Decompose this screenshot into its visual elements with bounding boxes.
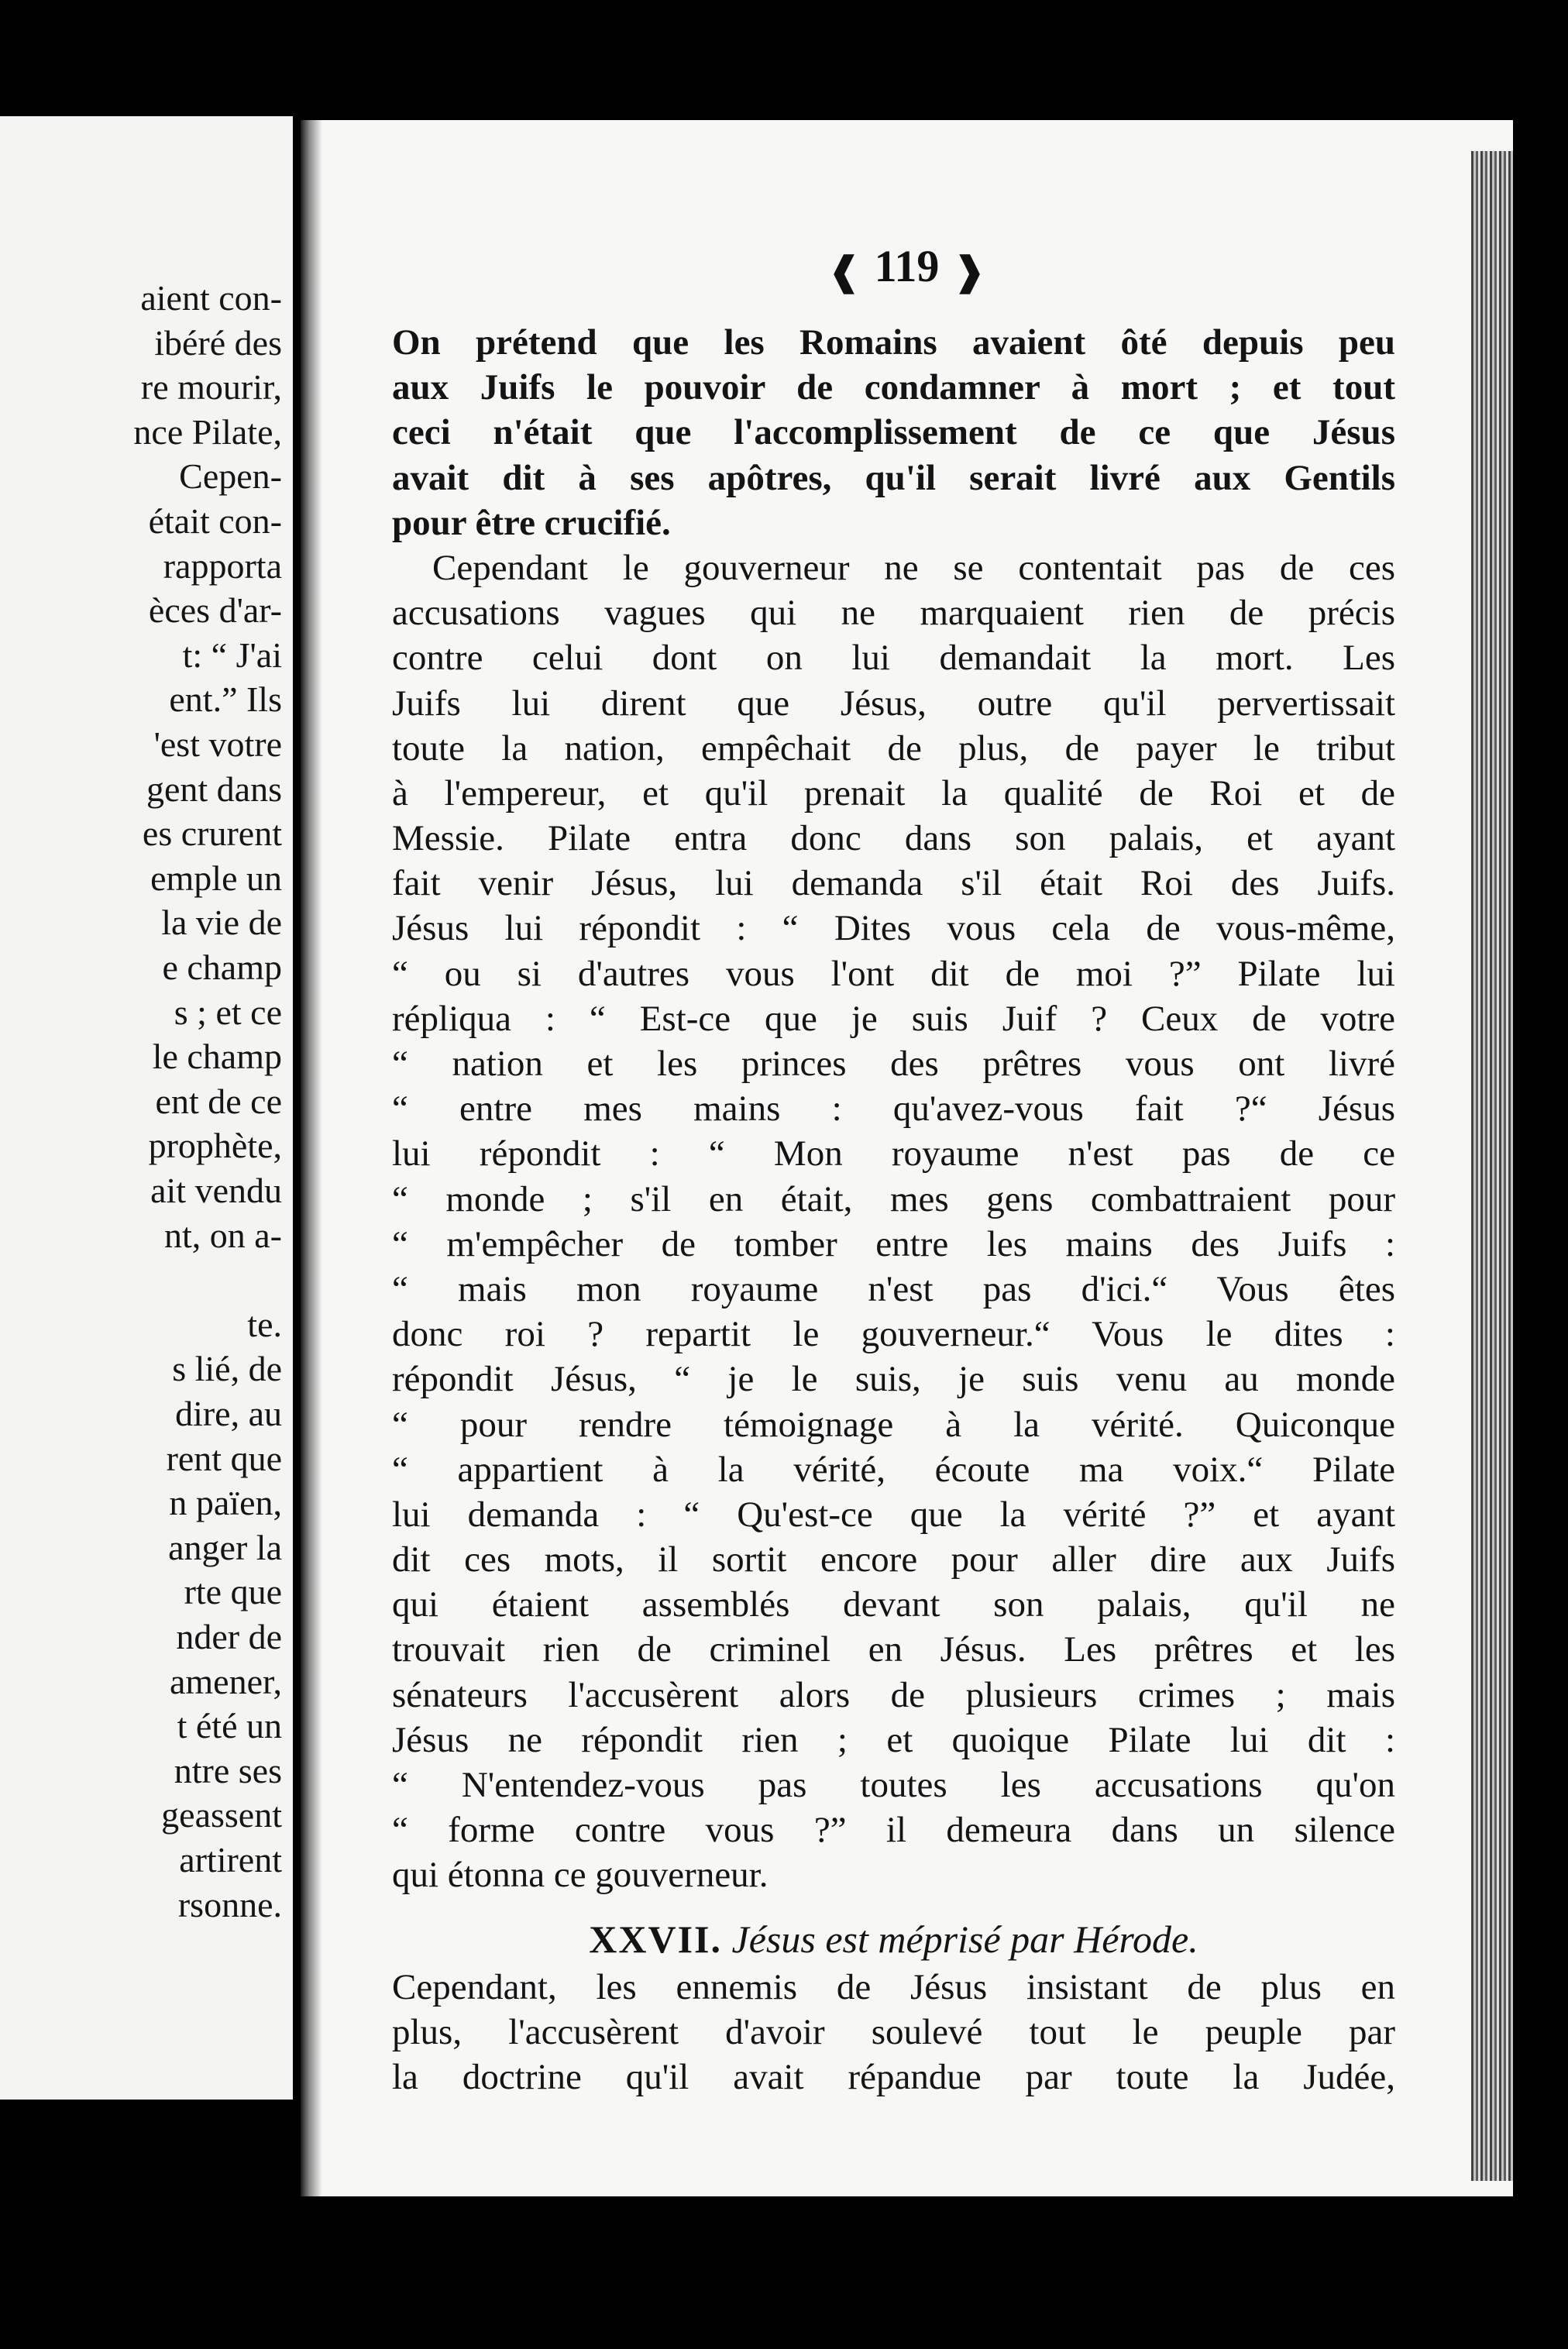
text-line: “ pour rendre témoignage à la vérité. Quiconque	[392, 1404, 1395, 1445]
text-line: à l'empereur, et qu'il prenait la qualité de Roi et de	[392, 772, 1395, 813]
text-line: Cependant le gouverneur ne se contentait pas de ces	[432, 547, 1395, 588]
text-line: “ ou si d'autres vous l'ont dit de moi ?” Pilate lui	[392, 953, 1395, 994]
left-page-line: nce Pilate,	[133, 411, 282, 452]
left-page-line: s lié, de	[172, 1349, 282, 1389]
right-ornament-icon: ❱	[953, 249, 986, 293]
left-page-line: t: “ J'ai	[182, 635, 282, 675]
left-page-line: ent.” Ils	[169, 679, 282, 720]
text-line: aux Juifs le pouvoir de condamner à mort ; et tout	[392, 367, 1395, 408]
text-line: plus, l'accusèrent d'avoir soulevé tout le peuple par	[392, 2011, 1395, 2052]
section-heading	[392, 1914, 1395, 1965]
left-page-line: ibéré des	[154, 322, 282, 363]
left-page-line: Cepen-	[179, 456, 282, 497]
left-page-line: nder de	[176, 1617, 282, 1656]
text-line: toute la nation, empêchait de plus, de payer le tribut	[392, 727, 1395, 769]
text-line: On prétend que les Romains avaient ôté depuis peu	[392, 322, 1395, 363]
left-page-line: ait vendu	[150, 1171, 282, 1210]
left-ornament-icon: ❰	[827, 249, 861, 293]
left-page-line: s ; et ce	[174, 992, 282, 1032]
left-page-line: gent dans	[146, 769, 282, 809]
text-line: donc roi ? repartit le gouverneur.“ Vous le dites :	[392, 1314, 1395, 1355]
section-number: XXVII.	[589, 1917, 723, 1961]
left-page-line: èces d'ar-	[148, 590, 282, 631]
text-line: ceci n'était que l'accomplissement de ce que Jésus	[392, 412, 1395, 453]
text-line: qui étaient assemblés devant son palais, qu'il ne	[392, 1584, 1395, 1625]
paragraph-3	[392, 1965, 1395, 2100]
left-page-line: amener,	[169, 1661, 282, 1701]
text-line: Messie. Pilate entra donc dans son palais, et ayant	[392, 818, 1395, 859]
left-page-line: n païen,	[169, 1483, 282, 1523]
left-page-line: la vie de	[161, 903, 282, 943]
left-page-line: rapporta	[163, 545, 282, 586]
left-page-line: re mourir,	[140, 367, 282, 408]
left-page-line: aient con-	[140, 278, 282, 318]
left-page-line: ntre ses	[174, 1750, 282, 1790]
section-title: Jésus est méprisé par Hérode.	[731, 1917, 1198, 1961]
left-page-line: geassent	[161, 1795, 282, 1835]
paragraph-2	[392, 545, 1395, 1898]
left-page-line: t été un	[177, 1706, 282, 1746]
text-line: accusations vagues qui ne marquaient rien de précis	[392, 593, 1395, 634]
paragraph-1	[392, 320, 1395, 545]
text-line: fait venir Jésus, lui demanda s'il était Roi des Juifs.	[392, 863, 1395, 904]
text-line: répliqua : “ Est-ce que je suis Juif ? Ceux de votre	[392, 998, 1395, 1039]
left-page-line: 'est votre	[153, 724, 282, 764]
text-line: “ mais mon royaume n'est pas d'ici.“ Vous êtes	[392, 1268, 1395, 1309]
text-line: “ N'entendez-vous pas toutes les accusations qu'on	[392, 1765, 1395, 1805]
text-line: qui étonna ce gouverneur.	[392, 1855, 769, 1896]
text-line: Jésus lui répondit : “ Dites vous cela de vous-même,	[392, 908, 1395, 949]
left-page-line: dire, au	[175, 1394, 282, 1433]
text-line: “ m'empêcher de tomber entre les mains des Juifs :	[392, 1223, 1395, 1264]
text-line: trouvait rien de criminel en Jésus. Les prêtres et les	[392, 1629, 1395, 1670]
text-line: “ appartient à la vérité, écoute ma voix.“ Pilate	[392, 1449, 1395, 1490]
text-line: Jésus ne répondit rien ; et quoique Pilate lui dit :	[392, 1719, 1395, 1760]
text-line: sénateurs l'accusèrent alors de plusieurs crimes ; mais	[392, 1674, 1395, 1715]
text-line: Juifs lui dirent que Jésus, outre qu'il pervertissait	[392, 683, 1395, 724]
text-line: “ entre mes mains : qu'avez-vous fait ?“ Jésus	[392, 1089, 1395, 1130]
right-page	[301, 120, 1513, 2196]
text-line: la doctrine qu'il avait répandue par toute la Judée,	[392, 2056, 1395, 2097]
text-line: pour être crucifié.	[392, 502, 671, 543]
text-line: avait dit à ses apôtres, qu'il serait livré aux Gentils	[392, 457, 1395, 498]
left-page-line: emple un	[150, 858, 282, 898]
left-page-line: nt, on a-	[163, 1215, 282, 1255]
left-page-line: artirent	[179, 1840, 282, 1880]
left-page-line: ent de ce	[155, 1081, 282, 1121]
text-line: lui répondit : “ Mon royaume n'est pas de ce	[392, 1133, 1395, 1174]
text-line: dit ces mots, il sortit encore pour aller dire aux Juifs	[392, 1539, 1395, 1580]
page-body	[392, 320, 1395, 2100]
text-line: Cependant, les ennemis de Jésus insistant de plus en	[392, 1966, 1395, 2007]
text-line: contre celui dont on lui demandait la mort. Les	[392, 638, 1395, 679]
text-line: “ forme contre vous ?” il demeura dans un silence	[392, 1810, 1395, 1851]
left-page-line: es crurent	[142, 813, 282, 854]
text-line: répondit Jésus, “ je le suis, je suis venu au monde	[392, 1359, 1395, 1400]
text-line: “ monde ; s'il en était, mes gens combattraient pour	[392, 1178, 1395, 1219]
text-line: “ nation et les princes des prêtres vous ont livré	[392, 1044, 1395, 1084]
page-edges	[1471, 151, 1513, 2181]
left-page	[0, 116, 293, 2100]
left-page-line: prophète,	[148, 1126, 282, 1166]
left-page-line: anger la	[168, 1527, 282, 1567]
left-page-line: rte que	[184, 1572, 282, 1612]
gutter-shadow	[301, 120, 322, 2196]
page-header	[301, 241, 1513, 293]
text-line: lui demanda : “ Qu'est-ce que la vérité ?” et ayant	[392, 1494, 1395, 1535]
left-page-line: e champ	[162, 948, 282, 987]
page-number: 119	[874, 241, 940, 291]
left-page-line: le champ	[152, 1037, 282, 1077]
left-page-line: était con-	[148, 501, 282, 541]
left-page-line: rent que	[166, 1438, 282, 1478]
left-page-line: rsonne.	[177, 1884, 282, 1924]
left-page-line: te.	[247, 1304, 282, 1344]
